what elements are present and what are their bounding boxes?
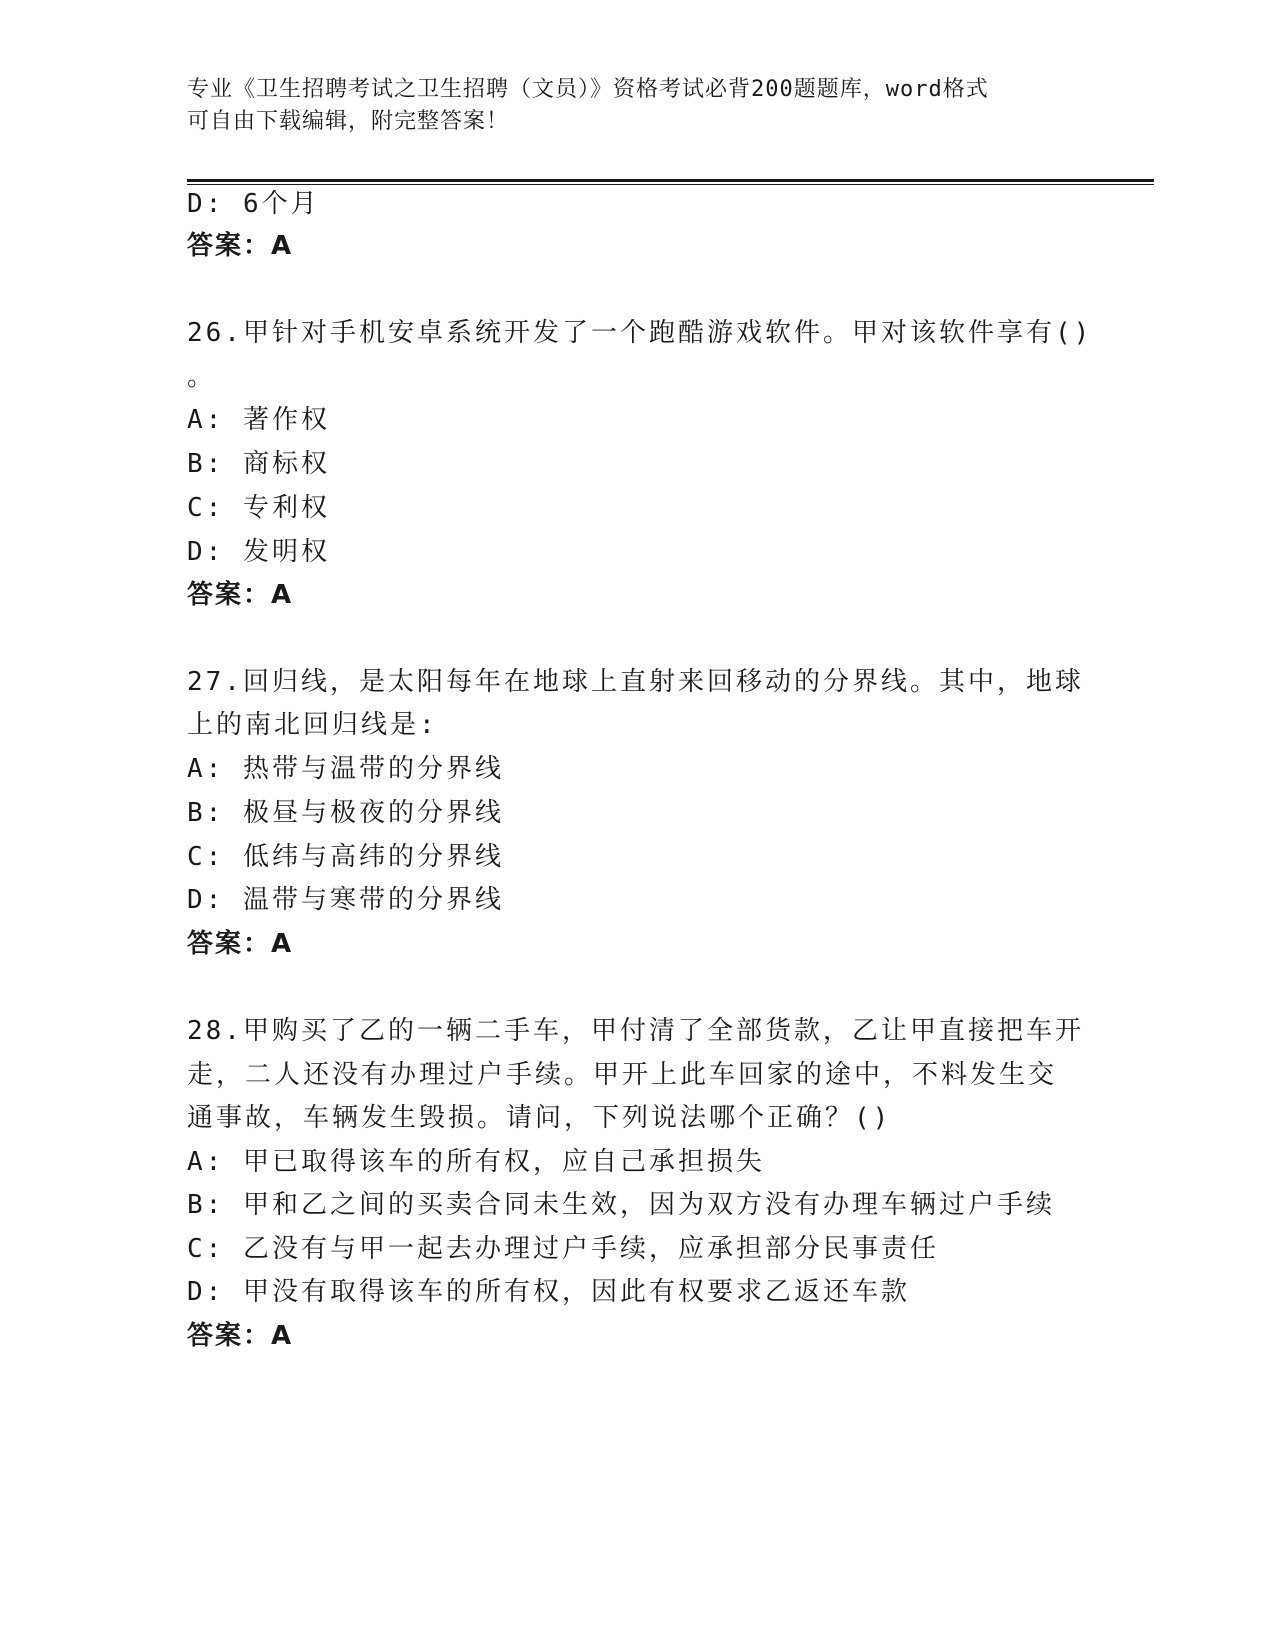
q27-stem-line-2: 上的南北回归线是:	[187, 710, 438, 740]
q26-stem-line-1: 26.甲针对手机安卓系统开发了一个跑酷游戏软件。甲对该软件享有()	[187, 318, 1093, 348]
q27-option-a: A: 热带与温带的分界线	[187, 754, 504, 784]
q28-option-c: C: 乙没有与甲一起去办理过户手续，应承担部分民事责任	[187, 1234, 939, 1264]
prev-option-d: D: 6个月	[187, 189, 320, 219]
q28-option-d: D: 甲没有取得该车的所有权，因此有权要求乙返还车款	[187, 1277, 910, 1307]
document-header	[187, 74, 1087, 138]
q28-option-a: A: 甲已取得该车的所有权，应自己承担损失	[187, 1147, 765, 1177]
prev-answer: 答案：A	[187, 231, 294, 261]
header-divider-thick	[187, 179, 1154, 182]
q28-stem-line-1: 28.甲购买了乙的一辆二手车，甲付清了全部货款，乙让甲直接把车开	[187, 1016, 1084, 1046]
q28-answer: 答案：A	[187, 1321, 294, 1351]
q27-stem-line-1: 27.回归线，是太阳每年在地球上直射来回移动的分界线。其中，地球	[187, 667, 1084, 697]
q26-option-a: A: 著作权	[187, 405, 330, 435]
header-line-1: 专业《卫生招聘考试之卫生招聘（文员）》资格考试必背200题题库，word格式	[187, 77, 989, 102]
q27-option-d: D: 温带与寒带的分界线	[187, 885, 504, 915]
q27-answer: 答案：A	[187, 929, 294, 959]
q28-stem-line-3: 通事故，车辆发生毁损。请问，下列说法哪个正确？()	[187, 1103, 892, 1133]
q26-option-b: B: 商标权	[187, 449, 330, 479]
q27-option-b: B: 极昼与极夜的分界线	[187, 798, 504, 828]
q28-stem-line-2: 走，二人还没有办理过户手续。甲开上此车回家的途中，不料发生交	[187, 1060, 1058, 1090]
q27-option-c: C: 低纬与高纬的分界线	[187, 842, 504, 872]
header-line-2: 可自由下载编辑，附完整答案！	[187, 109, 510, 134]
q28-option-b: B: 甲和乙之间的买卖合同未生效，因为双方没有办理车辆过户手续	[187, 1190, 1055, 1220]
q26-stem-line-2: 。	[187, 362, 217, 392]
q26-answer: 答案：A	[187, 580, 294, 610]
q26-option-c: C: 专利权	[187, 493, 330, 523]
q26-option-d: D: 发明权	[187, 537, 330, 567]
header-divider-thin	[187, 184, 1154, 185]
